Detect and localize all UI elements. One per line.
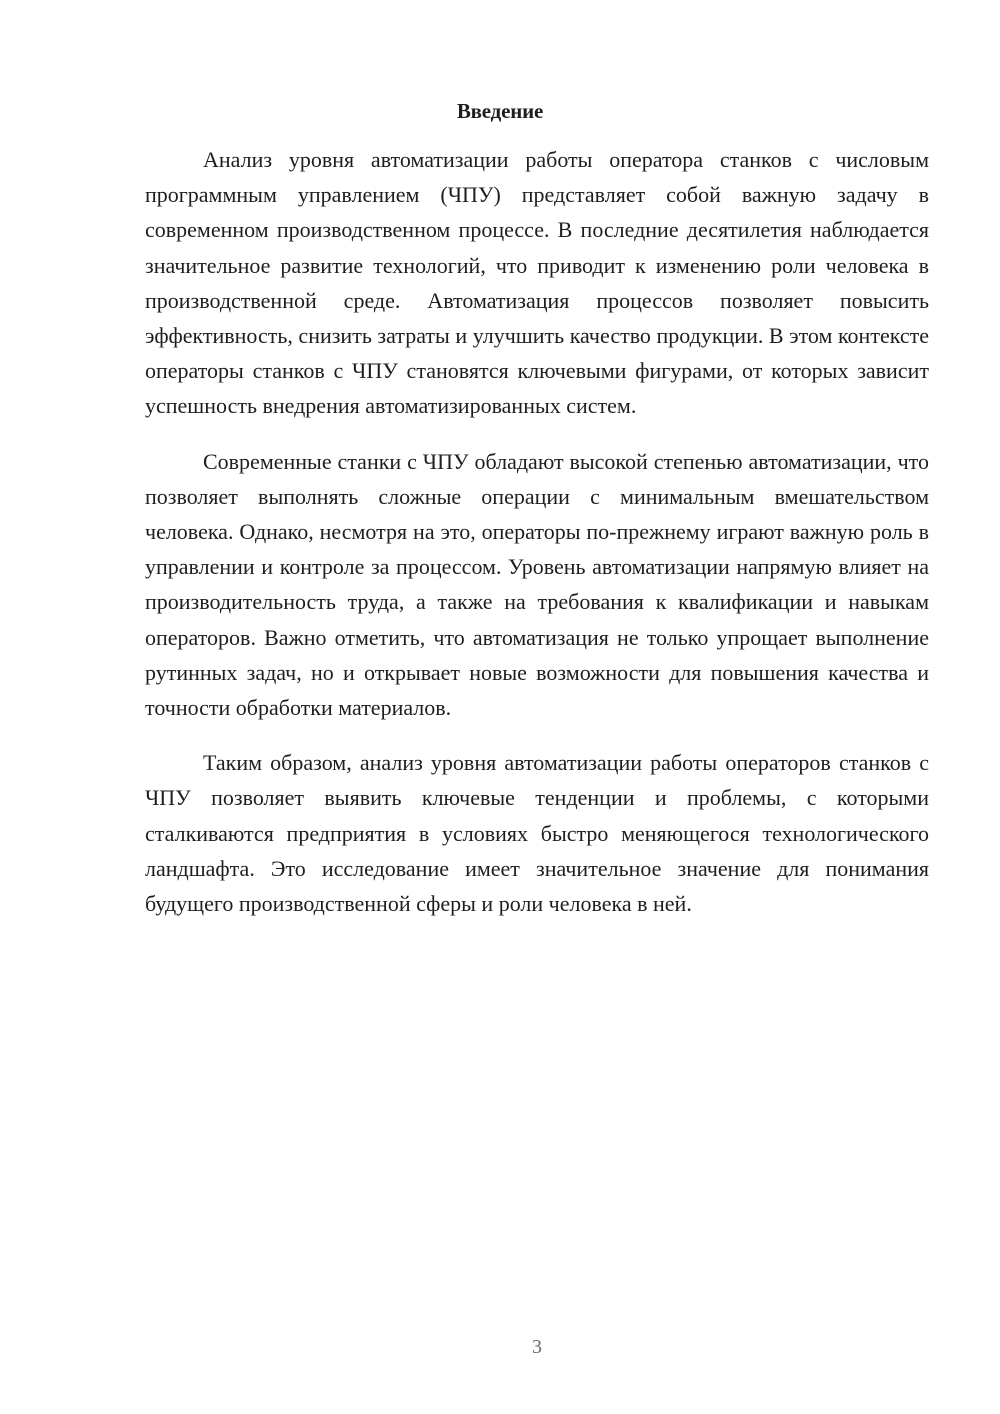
paragraph: Современные станки с ЧПУ обладают высокой степенью автоматизации, что позволяет выполнять сложные операции с минимальным вмешательством человека. Однако, несмотря на это, операторы по-прежнему играют важную роль в управлении и контроле за процессом. Уровень автоматизации напрямую влияет на производительность труда, а также на требования к квалификации и навыкам операторов. Важно отметить, что автоматизация не только упрощает выполнение рутинных задач, но и открывает новые возможности для повышения качества и точности обработки материалов. bbox=[145, 448, 929, 721]
section-body bbox=[145, 142, 929, 921]
page-number: 3 bbox=[532, 1336, 542, 1358]
paragraph: Анализ уровня автоматизации работы оператора станков с числовым программным управлением (ЧПУ) представляет собой важную задачу в современном производственном процессе. В последние десятилетия наблюдается значительное развитие технологий, что приводит к изменению роли человека в производственной среде. Автоматизация процессов позволяет повысить эффективность, снизить затраты и улучшить качество продукции. В этом контексте операторы станков с ЧПУ становятся ключевыми фигурами, от которых зависит успешность внедрения автоматизированных систем. bbox=[145, 147, 929, 419]
section-title: Введение bbox=[456, 99, 544, 123]
paragraph: Таким образом, анализ уровня автоматизации работы операторов станков с ЧПУ позволяет выявить ключевые тенденции и проблемы, с которыми сталкиваются предприятия в условиях быстро меняющегося технологического ландшафта. Это исследование имеет значительное значение для понимания будущего производственной сферы и роли человека в ней. bbox=[145, 750, 929, 917]
